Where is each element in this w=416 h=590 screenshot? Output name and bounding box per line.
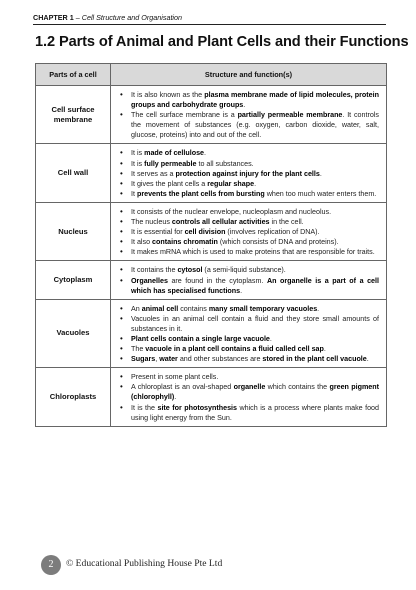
text-segment: It is: [131, 159, 145, 168]
bullet-list: [117, 207, 379, 257]
chapter-separator: –: [73, 13, 82, 22]
column-header-structure: Structure and function(s): [111, 64, 387, 86]
bullet-item: [117, 382, 379, 402]
bullet-item: [117, 334, 379, 344]
text-segment: An: [131, 304, 142, 313]
text-segment: to all substances.: [196, 159, 254, 168]
bullet-list: [117, 304, 379, 365]
cell-part-description: [111, 202, 387, 260]
bold-text: prevents the plant cells from bursting: [136, 189, 265, 198]
cell-part-description: [111, 368, 387, 426]
text-segment: are found in the cytoplasm.: [167, 276, 267, 285]
bold-text: regular shape: [207, 179, 255, 188]
text-segment: It consists of the nuclear envelope, nucleoplasm and nucleolus.: [131, 207, 332, 216]
text-segment: (which consists of DNA and proteins).: [217, 238, 339, 247]
table-header-row: [36, 64, 387, 86]
text-segment: The nucleus: [131, 218, 172, 227]
table-row: [36, 261, 387, 299]
bullet-item: [117, 159, 379, 169]
cell-part-description: [111, 261, 387, 299]
cell-part-description: [111, 86, 387, 144]
bold-text: organelle: [233, 383, 266, 392]
text-segment: It: [131, 189, 137, 198]
bold-text: Organelles: [131, 276, 168, 285]
text-segment: in the cell.: [269, 218, 304, 227]
text-segment: . It controls the movement of substances (e.g. oxygen, carbon dioxide, water, salt, glucose, proteins) into and out of the cell.: [131, 111, 379, 140]
cell-part-name: Cell wall: [36, 144, 111, 202]
bullet-item: [117, 90, 379, 110]
table-row: [36, 86, 387, 144]
bold-text: Sugars: [131, 355, 156, 364]
text-segment: which contains the: [265, 383, 330, 392]
bullet-list: [117, 372, 379, 422]
text-segment: .: [317, 304, 320, 313]
bullet-item: [117, 314, 379, 334]
cell-parts-table: [35, 63, 387, 427]
bullet-list: [117, 90, 379, 140]
bullet-item: [117, 403, 379, 423]
text-segment: Vacuoles in an animal cell contain a fluid and they store small amounts of substances in it.: [131, 314, 379, 333]
bullet-item: [117, 227, 379, 237]
text-segment: .: [323, 345, 326, 354]
bold-text: An organelle is a part of a cell which has specialised functions: [131, 276, 379, 295]
text-segment: .: [240, 286, 243, 295]
cell-part-description: [111, 299, 387, 368]
bold-text: many small temporary vacuoles: [208, 304, 318, 313]
bullet-list: [117, 148, 379, 198]
text-segment: It makes mRNA which is used to make proteins that are responsible for traits.: [131, 248, 375, 257]
bullet-item: [117, 304, 379, 314]
cell-part-description: [111, 144, 387, 202]
cell-part-name: Cytoplasm: [36, 261, 111, 299]
bold-text: cytosol: [177, 266, 203, 275]
copyright-text: © Educational Publishing House Pte Ltd: [66, 558, 223, 569]
text-segment: .: [174, 393, 177, 402]
table-row: [36, 202, 387, 260]
text-segment: (involves replication of DNA).: [225, 228, 320, 237]
bold-text: fully permeable: [144, 159, 197, 168]
table-row: [36, 299, 387, 368]
text-segment: A chloroplast is an oval-shaped: [131, 383, 234, 392]
text-segment: which is a process where plants make food using light energy from the Sun.: [131, 403, 379, 422]
text-segment: The cell surface membrane is a: [131, 111, 238, 120]
text-segment: It contains the: [131, 266, 178, 275]
cell-part-name: Cell surface membrane: [36, 86, 111, 144]
bold-text: plasma membrane made of lipid molecules, protein groups and carbohydrate groups: [131, 91, 379, 110]
table-row: [36, 368, 387, 426]
bullet-item: [117, 148, 379, 158]
bullet-item: [117, 265, 379, 275]
bullet-item: [117, 217, 379, 227]
bold-text: made of cellulose: [144, 149, 205, 158]
cell-part-name: Vacuoles: [36, 299, 111, 368]
bullet-item: [117, 110, 379, 140]
text-segment: .: [243, 101, 246, 110]
text-segment: It also: [131, 238, 153, 247]
bold-text: cell division: [184, 228, 226, 237]
text-segment: Present in some plant cells.: [131, 373, 219, 382]
bullet-item: [117, 372, 379, 382]
bullet-item: [117, 354, 379, 364]
text-segment: .: [204, 149, 206, 158]
bullet-list: [117, 265, 379, 295]
text-segment: The: [131, 345, 146, 354]
bold-text: controls all cellular activities: [171, 218, 270, 227]
chapter-label: CHAPTER 1: [33, 13, 74, 22]
text-segment: contains: [178, 304, 209, 313]
text-segment: It is: [131, 149, 145, 158]
bullet-item: [117, 344, 379, 354]
page-number-badge: 2: [41, 555, 61, 575]
header-rule: [33, 24, 386, 25]
text-segment: (a semi-liquid substance).: [202, 266, 286, 275]
bullet-item: [117, 179, 379, 189]
bullet-item: [117, 237, 379, 247]
bullet-item: [117, 169, 379, 179]
cell-part-name: Nucleus: [36, 202, 111, 260]
bold-text: animal cell: [141, 304, 179, 313]
text-segment: and other substances are: [177, 355, 263, 364]
text-segment: when too much water enters them.: [264, 189, 377, 198]
bold-text: vacuole in a plant cell contains a fluid called cell sap: [145, 345, 324, 354]
bullet-item: [117, 247, 379, 257]
bullet-item: [117, 276, 379, 296]
bold-text: contains chromatin: [152, 238, 218, 247]
chapter-title: Cell Structure and Organisation: [81, 13, 183, 22]
text-segment: It is the: [131, 403, 158, 412]
bold-text: stored in the plant cell vacuole: [262, 355, 367, 364]
text-segment: .: [366, 355, 369, 364]
section-title: 1.2 Parts of Animal and Plant Cells and their Functions: [35, 34, 409, 50]
bold-text: protection against injury for the plant cells: [175, 169, 320, 178]
bold-text: Plant cells contain a single large vacuole: [131, 334, 270, 343]
table-row: [36, 144, 387, 202]
text-segment: It is also known as the: [131, 91, 205, 99]
text-segment: .: [269, 334, 272, 343]
bold-text: partially permeable membrane: [237, 111, 343, 120]
text-segment: It gives the plant cells a: [131, 179, 208, 188]
bullet-item: [117, 207, 379, 217]
text-segment: ,: [155, 355, 160, 364]
chapter-header: [33, 13, 182, 22]
text-segment: It serves as a: [131, 169, 176, 178]
bold-text: green pigment (chlorophyll): [131, 383, 379, 402]
bullet-item: [117, 189, 379, 199]
text-segment: .: [319, 169, 322, 178]
bold-text: water: [159, 355, 178, 364]
cell-part-name: Chloroplasts: [36, 368, 111, 426]
text-segment: It is essential for: [131, 228, 185, 237]
bold-text: site for photosynthesis: [157, 403, 237, 412]
column-header-part: Parts of a cell: [36, 64, 111, 86]
text-segment: .: [254, 179, 257, 188]
